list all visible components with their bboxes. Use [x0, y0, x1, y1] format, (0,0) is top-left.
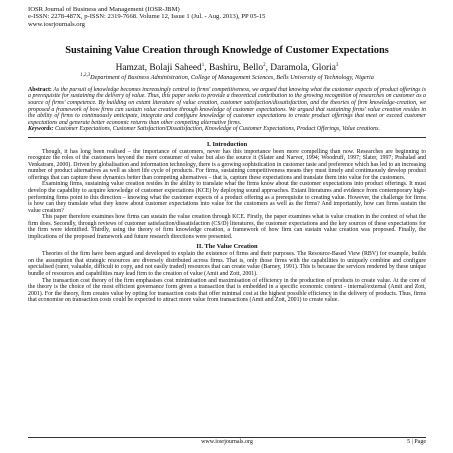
author-1-sup: 1: [201, 63, 205, 69]
section-heading: I. Introduction: [206, 140, 248, 148]
paragraph: This paper therefore examines how firms can sustain the value creation through KCE. Firstly, the paper examines what is value creation in the context of what the firm does. Secondly, through reviews of customer satisfaction/dissatisfaction (CS/D) literatures, the customer expectations and the key sources of these expectations for the firm were identified. Thirdly, using the theory of firm knowledge creation, a framework of how firm can sustain value creation was proposed. Finally, the implications of the proposed framework and future research directions were presented.: [28, 214, 426, 240]
paper-page: [28, 6, 426, 447]
keywords: [28, 126, 426, 133]
author-list: Hamzat, Bolaji Saheed$^1$, Bashiru, Bello$^2$, Daramola, Gloria$^3$: [115, 63, 339, 74]
journal-name: IOSR Journal of Business and Management (IOSR-JBM): [28, 6, 180, 13]
paragraph: The transaction cost theory of the firm emphasises cost minimisation and maximisation of efficiency in the production of products to create value. At the core of the theory is the choice of the most efficient governance form given a transaction that is embedded in a specific economic context - internal/external (Amit and Zott, 2001). For the theory, firm creates value by opting for transaction costs that offer minimal cost at the highest possible efficiency in the delivery of products. Thus, firms that economise on transaction costs could be expected to attract more value from transactions (Amit and Zott, 2001) to create value.: [28, 277, 426, 304]
affiliation: [28, 74, 426, 81]
journal-header: [28, 6, 426, 28]
paragraph: Theories of the firm have been argued and developed to explain the existence of firms and their purposes. The Resource-Based View (RBV) for example, builds on the assumption that strategic resources are diversely distributed across firms. That is, only those firms with the capabilities to uniquely combine and configure specialised (rarer, valuable, difficult to copy, and not easily traded) resources that can create value (Barney, 1991). This is because the services rendered by these unique bundle of resources and capabilities may lead firm to the creation of value (Amit and Zott, 2001).: [28, 251, 426, 278]
paragraph: Though, it has long been realised – the importance of customers, never has this importance been more compelling than now. Researches are beginning to recognize the roles of the customers beyond the mere consumer of value but also the source it (Slater and Narver, 1994; Woodruff, 1997; Slater, 1997; Prahalad and Venkatram, 2000). Driven by globalisation and information technology, there is a growing sophistication in customer taste and preference which has led to an increasing number of product alternatives as well as short life cycle of products. For firms, sustaining competitiveness means they must timely and continuously develop product offerings that can capture these dynamics better than competing alternatives – that is, capture these expectations and translate them into value for the customers.: [28, 148, 426, 181]
section-introduction: [28, 141, 426, 241]
journal-site: www.iosrjournals.org: [28, 20, 85, 28]
section-heading: II. The Value Creation: [196, 243, 258, 251]
paper-title: Sustaining Value Creation through Knowledge of Customer Expectations: [65, 44, 389, 56]
author-2: Bashiru, Bello: [208, 63, 264, 74]
footer-site: www.iosrjournals.org: [201, 439, 253, 445]
keywords-label: Keywords:: [28, 126, 54, 133]
abstract-text: As the pursuit of knowledge becomes increasingly central to firms' competitiveness, we argued that knowing what the customer expects of product offerings is a prerequisite for sustaining the delivery of value. Thus, this paper seeks to provide a theoretical contribution to the growing recognition of researches on customer as a source of firms' competence. By building on extant literature of value creation, customer satisfaction/dissatisfaction, and the theories of firm knowledge-creation, we proposed a framework of how firms can sustain value creation through knowledge of customer expectations. We argued that sustaining firms' value creation resides in the ability of firms to continuously anticipate, integrate and configure knowledge of customer expectations to create product offerings that meet or exceed customer expectations and generate better economic returns than other competing alternative firms.: [28, 86, 426, 126]
author-2-sup: 2: [263, 63, 266, 69]
abstract-label: Abstract:: [28, 86, 52, 93]
footer-rule: [28, 437, 426, 438]
abstract: [28, 87, 426, 126]
author-1: Hamzat, Bolaji Saheed: [115, 63, 202, 74]
section-value-creation: [28, 243, 426, 303]
affiliation-text: Department of Business Administration, College of Management Sciences, Bells University of Technology, Nigeria: [90, 73, 374, 81]
paragraph: Examining firms, sustaining value creation resides in the ability to translate what the firms know about the customer expectations into product offerings. It must develop the capability to acquire knowledge of customer expectations (KCE) by deploying sound approaches. Extant literatures and evidence from contemporary high-performing firms point to this direction – knowing what the customer expects of a product offering as a prerequisite to creating value. However, the challenge for firms is how can they translate what they know about customer expectations into value for the customers as well as the firms? And importantly, how can firms sustain the value creation?: [28, 181, 426, 214]
keywords-text: Customer Expectations, Customer Satisfaction/Dissatisfaction, Knowledge of Customer Expectations, Product Offerings, Value creations.: [55, 126, 380, 133]
affiliation-sup: 1,2,3: [80, 72, 91, 78]
abstract-rule: [28, 137, 426, 138]
page-number: 5 | Page: [407, 439, 426, 445]
journal-issn: e-ISSN: 2278-487X, p-ISSN: 2319-7668. Volume 12, Issue 1 (Jul. - Aug. 2013), PP 05-15: [28, 13, 266, 21]
author-3-sup: 3: [335, 63, 339, 69]
author-3: Daramola, Gloria: [270, 63, 336, 74]
